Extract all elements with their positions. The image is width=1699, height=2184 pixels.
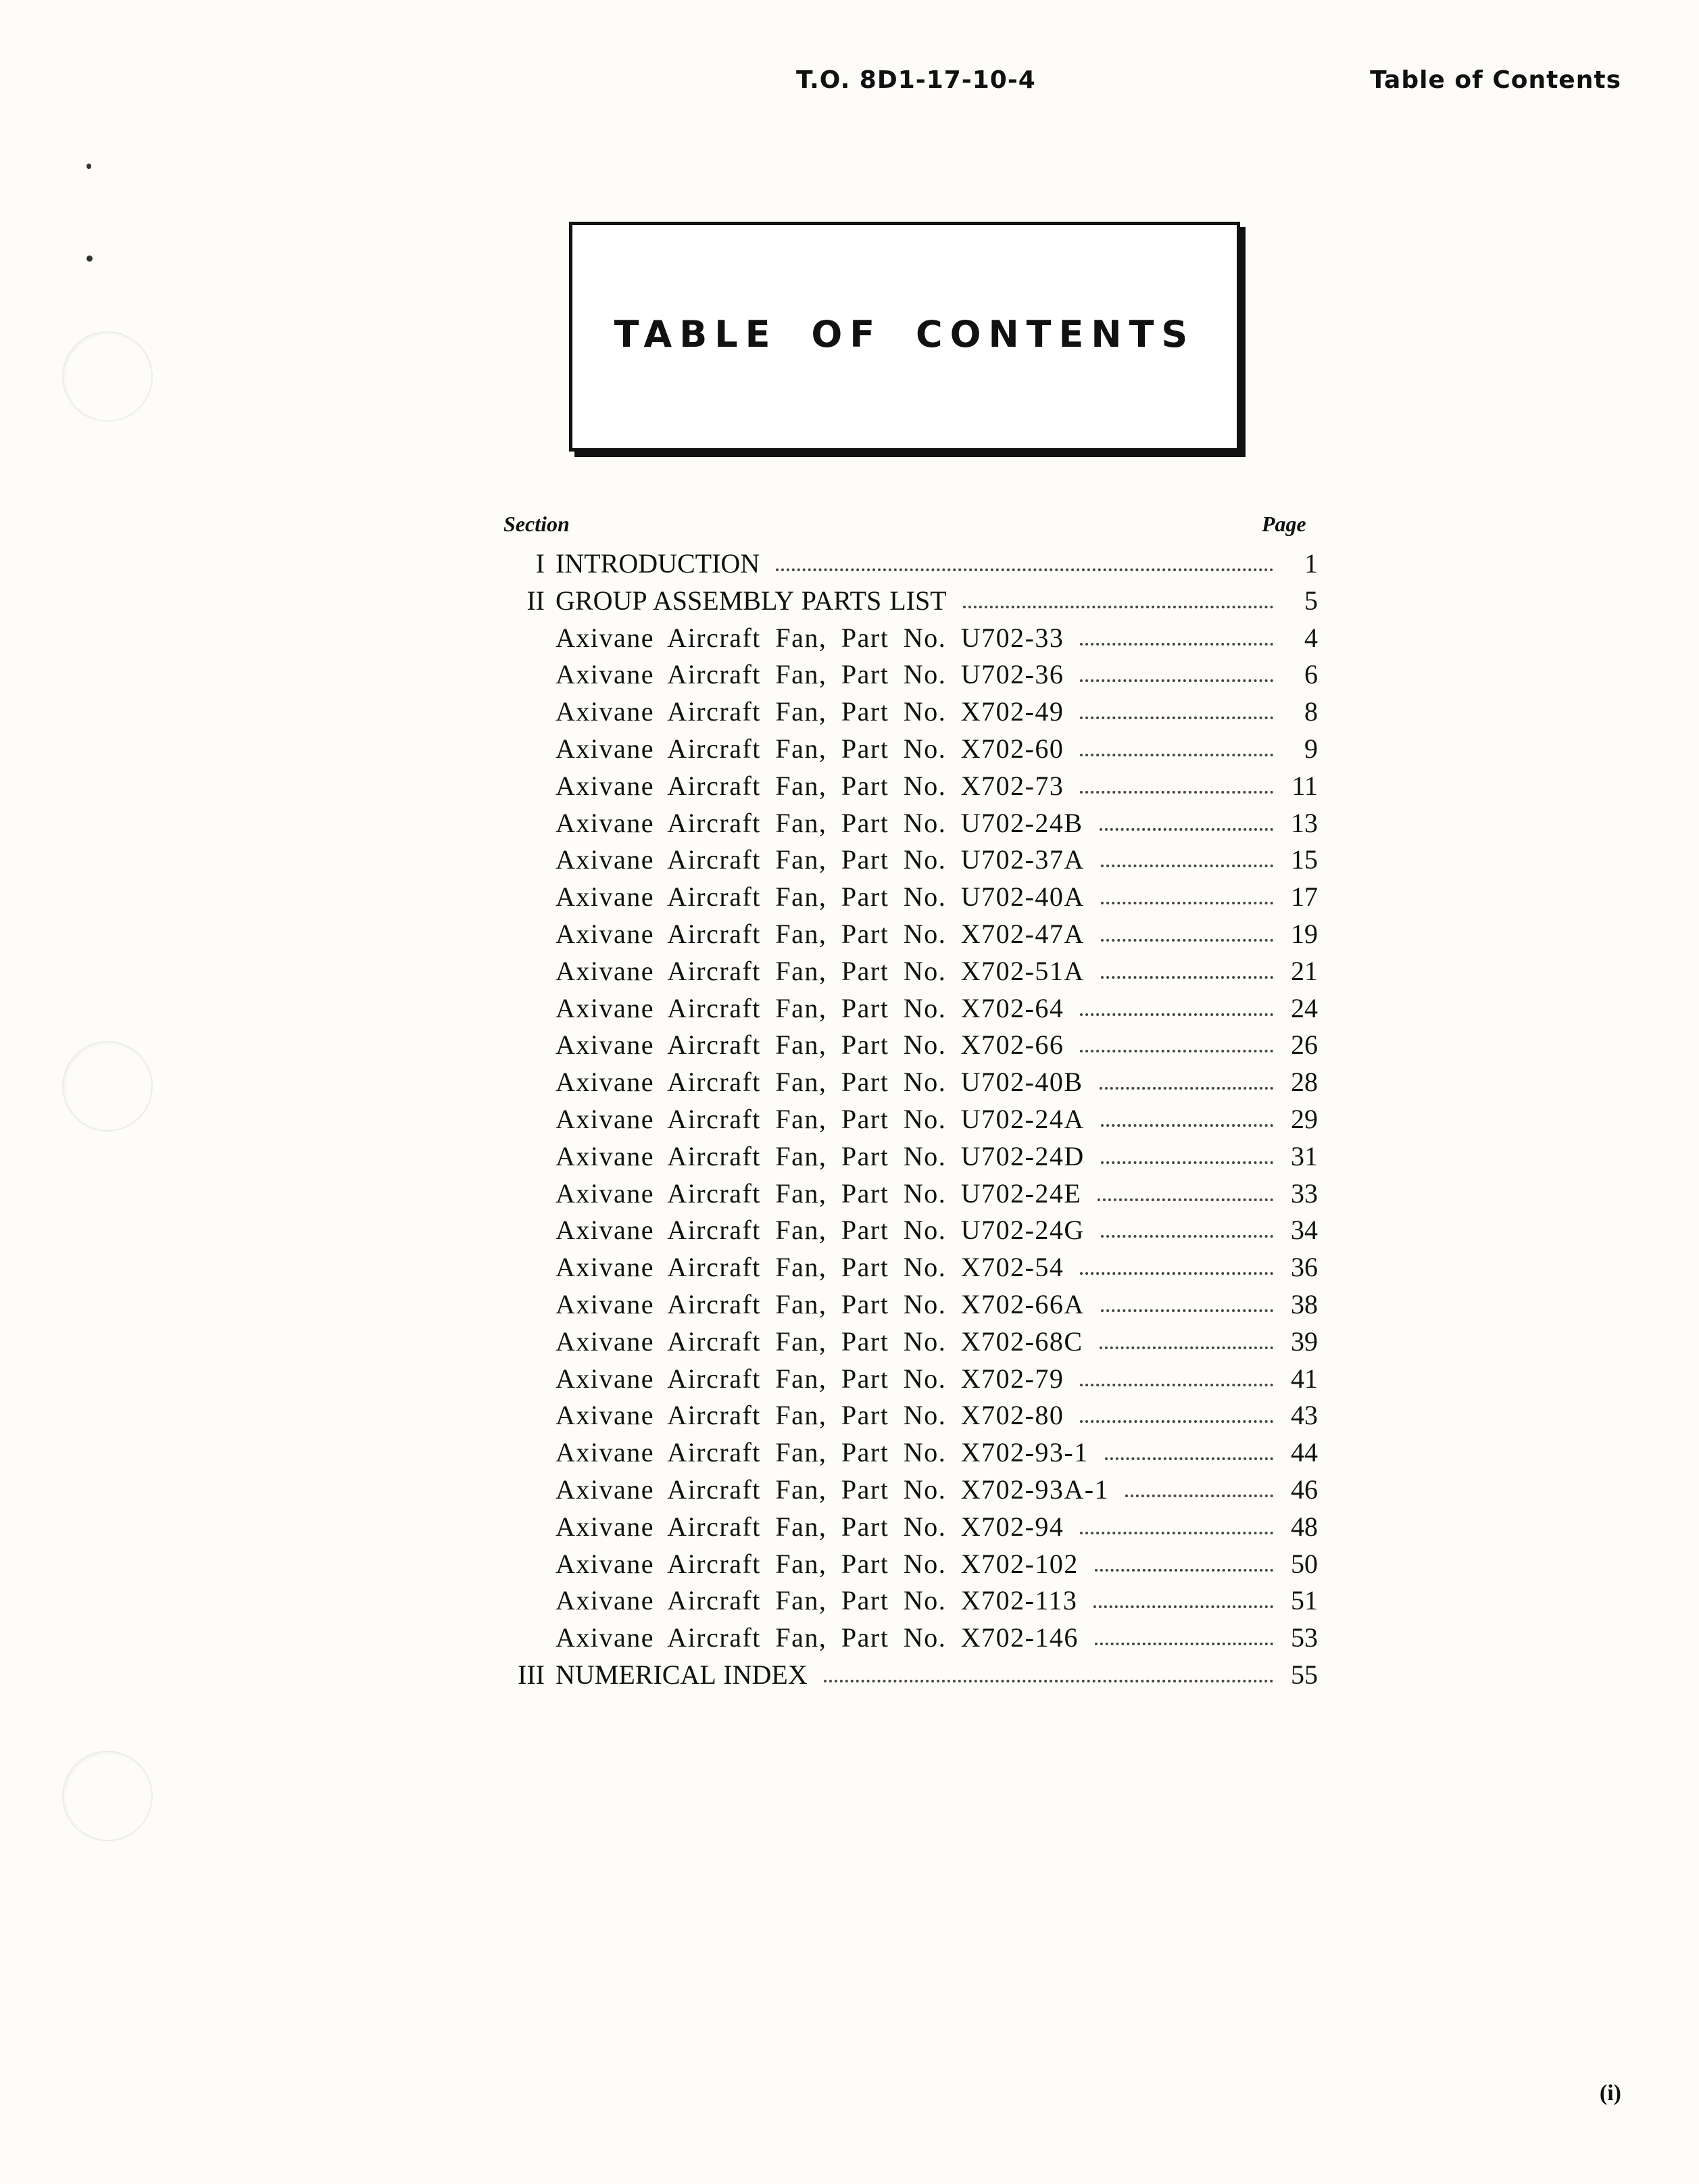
toc-page-number: 34 (1291, 1215, 1318, 1246)
toc-page-number: 6 (1304, 659, 1318, 690)
toc-entry-label: Axivane Aircraft Fan, Part No. X702-146 (556, 1622, 1079, 1653)
toc-entry-label: Axivane Aircraft Fan, Part No. U702-24E (556, 1178, 1082, 1209)
toc-page-number: 44 (1291, 1437, 1318, 1468)
toc-part-row (556, 1435, 1318, 1470)
toc-dot-leader (1100, 1346, 1273, 1349)
toc-entry-label: Axivane Aircraft Fan, Part No. X702-93A-1 (556, 1474, 1110, 1505)
toc-page-number: 33 (1291, 1178, 1318, 1209)
toc-section-number: I (535, 548, 545, 579)
toc-page-number: 29 (1291, 1104, 1318, 1134)
punch-hole-top (62, 331, 153, 422)
toc-section-row (499, 546, 1318, 581)
toc-page-number: 48 (1291, 1511, 1318, 1542)
toc-dot-leader (1101, 902, 1273, 904)
toc-dot-leader (1101, 976, 1273, 979)
toc-dot-leader (1080, 679, 1273, 682)
toc-part-row (556, 1027, 1318, 1063)
toc-page-number: 1 (1304, 548, 1318, 579)
toc-entry-label: Axivane Aircraft Fan, Part No. U702-24D (556, 1140, 1085, 1171)
toc-page-number: 38 (1291, 1289, 1318, 1319)
toc-section-row (499, 583, 1318, 618)
toc-page-number: 8 (1304, 696, 1318, 727)
page-folio: (i) (1599, 2081, 1621, 2106)
title-box (569, 222, 1240, 452)
toc-part-row (556, 1583, 1318, 1618)
toc-entry-label: Axivane Aircraft Fan, Part No. U702-24A (556, 1104, 1085, 1134)
toc-dot-leader (1125, 1495, 1273, 1497)
toc-dot-leader (1100, 1087, 1273, 1090)
toc-dot-leader (1080, 717, 1273, 719)
page-column-header: Page (1262, 512, 1306, 536)
toc-part-row (556, 1472, 1318, 1507)
punch-hole-bottom (62, 1751, 153, 1841)
toc-part-row (556, 1547, 1318, 1582)
toc-dot-leader (1080, 1532, 1273, 1534)
toc-page-number: 41 (1291, 1363, 1318, 1394)
toc-page-number: 39 (1291, 1326, 1318, 1357)
toc-part-row (556, 657, 1318, 692)
toc-page-number: 11 (1291, 770, 1318, 801)
page-header-section-title: Table of Contents (1370, 66, 1621, 94)
toc-entry-label: Axivane Aircraft Fan, Part No. U702-40B (556, 1067, 1083, 1098)
toc-entry-label: Axivane Aircraft Fan, Part No. X702-73 (556, 770, 1064, 801)
toc-dot-leader (1095, 1569, 1273, 1572)
toc-page-number: 36 (1291, 1252, 1318, 1283)
toc-entry-label: Axivane Aircraft Fan, Part No. X702-49 (556, 696, 1064, 727)
toc-entry-label: Axivane Aircraft Fan, Part No. X702-93-1 (556, 1437, 1089, 1468)
toc-page-number: 21 (1291, 955, 1318, 986)
toc-page-number: 43 (1291, 1400, 1318, 1431)
toc-part-row (556, 1250, 1318, 1285)
toc-part-row (556, 879, 1318, 915)
toc-entry-label: Axivane Aircraft Fan, Part No. X702-113 (556, 1585, 1078, 1616)
punch-hole-middle (62, 1041, 153, 1132)
toc-part-row (556, 694, 1318, 729)
toc-part-row (556, 731, 1318, 767)
toc-part-row (556, 1324, 1318, 1359)
toc-entry-label: Axivane Aircraft Fan, Part No. X702-66 (556, 1029, 1064, 1061)
toc-page-number: 53 (1291, 1622, 1318, 1653)
toc-part-row (556, 1213, 1318, 1248)
toc-page-number: 17 (1291, 881, 1318, 913)
toc-page-number: 5 (1304, 585, 1318, 616)
toc-part-row (556, 954, 1318, 989)
toc-dot-leader (1080, 791, 1273, 794)
toc-page-number: 9 (1304, 733, 1318, 764)
toc-dot-leader (1080, 643, 1273, 646)
toc-part-row (556, 1287, 1318, 1322)
toc-entry-label: Axivane Aircraft Fan, Part No. X702-66A (556, 1289, 1085, 1319)
toc-page-number: 26 (1291, 1029, 1318, 1061)
toc-dot-leader (1101, 1124, 1273, 1127)
toc-part-row (556, 1398, 1318, 1433)
toc-section-row (499, 1657, 1318, 1693)
toc-entry-label: GROUP ASSEMBLY PARTS LIST (556, 585, 947, 616)
toc-part-row (556, 991, 1318, 1026)
toc-dot-leader (963, 606, 1273, 608)
toc-entry-label: Axivane Aircraft Fan, Part No. X702-94 (556, 1511, 1064, 1542)
toc-entry-label: Axivane Aircraft Fan, Part No. U702-24G (556, 1215, 1085, 1246)
toc-page-number: 13 (1291, 807, 1318, 838)
toc-entry-label: Axivane Aircraft Fan, Part No. X702-102 (556, 1548, 1079, 1579)
toc-section-number: III (518, 1659, 545, 1690)
toc-page-number: 15 (1291, 844, 1318, 875)
toc-part-row (556, 1620, 1318, 1655)
toc-dot-leader (1095, 1643, 1273, 1645)
scan-speck (87, 256, 93, 262)
toc-part-row (556, 1176, 1318, 1211)
section-column-header: Section (503, 512, 570, 536)
toc-page-number: 31 (1291, 1140, 1318, 1171)
toc-part-row (556, 1139, 1318, 1174)
toc-page-number: 28 (1291, 1067, 1318, 1098)
toc-dot-leader (1101, 1161, 1273, 1164)
toc-dot-leader (1080, 754, 1273, 756)
toc-entry-label: NUMERICAL INDEX (556, 1659, 808, 1690)
toc-part-row (556, 621, 1318, 656)
toc-dot-leader (824, 1680, 1273, 1682)
toc-part-row (556, 1065, 1318, 1100)
toc-part-row (556, 1102, 1318, 1137)
toc-entry-label: Axivane Aircraft Fan, Part No. X702-54 (556, 1252, 1064, 1283)
toc-entry-label: Axivane Aircraft Fan, Part No. U702-40A (556, 881, 1085, 913)
toc-dot-leader (1105, 1457, 1273, 1460)
toc-dot-leader (776, 568, 1273, 571)
scan-speck (87, 164, 91, 169)
toc-entry-label: Axivane Aircraft Fan, Part No. X702-64 (556, 992, 1064, 1023)
toc-section-number: II (526, 585, 545, 616)
toc-page-number: 46 (1291, 1474, 1318, 1505)
toc-entry-label: Axivane Aircraft Fan, Part No. X702-60 (556, 733, 1064, 764)
toc-page-number: 55 (1291, 1659, 1318, 1690)
toc-entry-label: Axivane Aircraft Fan, Part No. U702-37A (556, 844, 1085, 875)
toc-entry-label: Axivane Aircraft Fan, Part No. U702-33 (556, 622, 1064, 653)
toc-page-number: 24 (1291, 992, 1318, 1023)
toc-dot-leader (1080, 1272, 1273, 1275)
toc-page-number: 19 (1291, 919, 1318, 949)
toc-dot-leader (1098, 1198, 1273, 1201)
toc-entry-label: Axivane Aircraft Fan, Part No. X702-51A (556, 955, 1085, 986)
toc-dot-leader (1080, 1384, 1273, 1386)
toc-entry-label: INTRODUCTION (556, 548, 760, 579)
toc-entry-label: Axivane Aircraft Fan, Part No. X702-79 (556, 1363, 1064, 1394)
toc-part-row (556, 769, 1318, 804)
toc-dot-leader (1101, 1235, 1273, 1238)
toc-dot-leader (1101, 939, 1273, 942)
toc-dot-leader (1101, 1309, 1273, 1312)
toc-entry-label: Axivane Aircraft Fan, Part No. X702-47A (556, 919, 1085, 949)
toc-entry-label: Axivane Aircraft Fan, Part No. X702-80 (556, 1400, 1064, 1431)
toc-dot-leader (1080, 1050, 1273, 1052)
toc-part-row (556, 1509, 1318, 1545)
toc-dot-leader (1101, 865, 1273, 867)
toc-part-row (556, 806, 1318, 841)
toc-page-number: 51 (1291, 1585, 1318, 1616)
toc-part-row (556, 917, 1318, 952)
page-title: TABLE OF CONTENTS (614, 313, 1196, 356)
toc-dot-leader (1100, 828, 1273, 831)
toc-entry-label: Axivane Aircraft Fan, Part No. X702-68C (556, 1326, 1083, 1357)
toc-dot-leader (1093, 1605, 1273, 1608)
toc-part-row (556, 1361, 1318, 1397)
toc-dot-leader (1080, 1420, 1273, 1423)
toc-entry-label: Axivane Aircraft Fan, Part No. U702-24B (556, 807, 1083, 838)
toc-entry-label: Axivane Aircraft Fan, Part No. U702-36 (556, 659, 1064, 690)
toc-page-number: 50 (1291, 1548, 1318, 1579)
page-header-document-number: T.O. 8D1-17-10-4 (796, 66, 1036, 94)
toc-part-row (556, 842, 1318, 877)
toc-page-number: 4 (1304, 622, 1318, 653)
toc-dot-leader (1080, 1013, 1273, 1016)
